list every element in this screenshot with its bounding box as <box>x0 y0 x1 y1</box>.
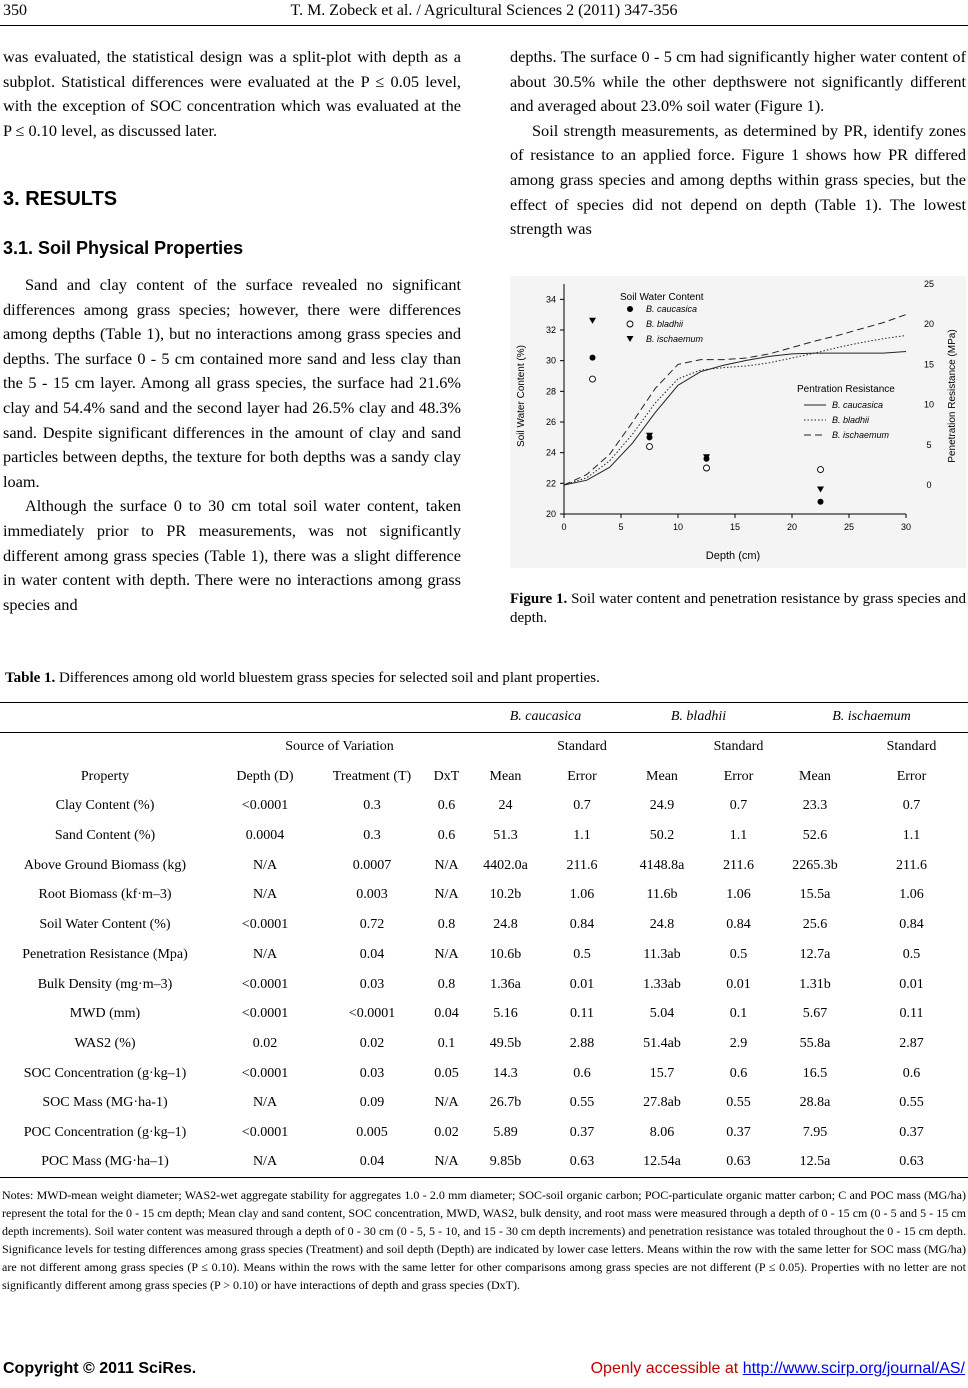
column-header: Error <box>723 768 754 784</box>
table-cell: 0.84 <box>899 917 924 933</box>
swc-point <box>818 467 824 473</box>
legend-label: B. ischaemum <box>832 430 890 440</box>
table-row <box>0 910 968 940</box>
x-axis-label: Depth (cm) <box>705 550 761 562</box>
table-cell: 0.02 <box>434 1124 459 1140</box>
y-tick-label: 24 <box>545 447 556 458</box>
table-cell: 9.85b <box>489 1154 522 1170</box>
figure-caption-label: Figure 1. <box>510 591 568 607</box>
table-cell: 24.9 <box>649 798 675 814</box>
table-species-row <box>0 703 968 733</box>
table-cell: 1.06 <box>569 887 595 903</box>
table-cell: 0.02 <box>252 1035 278 1051</box>
table-cell: 25.6 <box>802 917 828 933</box>
table-cell: 0.55 <box>899 1095 924 1111</box>
table-cell: 0.63 <box>569 1154 595 1170</box>
table-cell: 0.72 <box>359 917 385 933</box>
table-row <box>0 792 968 822</box>
left-column-body <box>3 273 461 617</box>
table-cell: 0.005 <box>356 1124 388 1140</box>
table-cell: N/A <box>252 1154 278 1170</box>
table-cell <box>0 732 210 762</box>
table-cell: 52.6 <box>802 828 828 844</box>
table-caption <box>5 670 600 687</box>
section-heading: 3. RESULTS <box>3 188 118 210</box>
table-cell: 8.06 <box>649 1124 675 1140</box>
table-cell: 0.7 <box>573 798 591 814</box>
table-cell: 51.4ab <box>643 1035 681 1051</box>
swc-point <box>590 376 596 382</box>
body-paragraph: Sand and clay content of the surface revealed no significant differences among grass species; however, there were differences among depths (Table 1), but no interactions among grass species and depths. The surface 0 - 5 cm contained more sand and less clay than the 5 - 15 cm layer. Among all grass species, the surface had 21.6% clay and 54.4% sand and the second layer had 26.5% clay and 48.3% sand. Despite significant differences in the amount of clay and sand particles between depths, the texture for both depths was a sandy clay loam. <box>3 275 461 491</box>
table-cell: 5.16 <box>493 1006 518 1022</box>
table-cell: 11.6b <box>646 887 678 903</box>
standard-header: Standard <box>557 739 607 755</box>
table-cell: SOC Mass (MG·ha-1) <box>42 1095 168 1111</box>
table-cell: 0.7 <box>729 798 748 814</box>
table-cell: N/A <box>434 1095 459 1111</box>
y2-tick-label: 0 <box>926 480 932 490</box>
table-cell: WAS2 (%) <box>74 1035 136 1051</box>
column-header: Property <box>80 768 130 784</box>
table-cell: POC Mass (MG·ha–1) <box>41 1154 169 1170</box>
x-tick-label: 25 <box>843 522 855 532</box>
x-tick-label: 0 <box>561 522 567 532</box>
table-row <box>0 1148 968 1178</box>
table-cell <box>622 732 702 762</box>
legend-label: B. bladhii <box>646 319 684 329</box>
species-header: B. bladhii <box>670 709 727 725</box>
table-cell: 1.31b <box>799 976 831 992</box>
data-table <box>0 702 968 1178</box>
intro-paragraph: was evaluated, the statistical design was a split-plot with depth as a subplot. Statistical differences were evaluated at the P ≤ 0.05 level, with the exception of SOC concentration which was evaluated at the P ≤ 0.10 level, as discussed later. <box>3 47 461 140</box>
table-cell: 2.88 <box>569 1035 595 1051</box>
table-cell: 11.3ab <box>643 946 681 962</box>
table-cell: 0.1 <box>437 1035 456 1051</box>
figure-1-chart <box>510 276 966 568</box>
table-subheader-row <box>0 732 968 762</box>
table-cell: 7.95 <box>802 1124 828 1140</box>
y2-tick-label: 25 <box>923 279 935 289</box>
table-row <box>0 940 968 970</box>
x-tick-label: 30 <box>900 522 912 532</box>
table-cell: 1.36a <box>490 976 521 992</box>
column-header: Mean <box>489 768 522 784</box>
swc-point <box>627 306 633 312</box>
y2-tick-label: 15 <box>923 359 935 370</box>
table-cell: MWD (mm) <box>69 1006 141 1022</box>
table-cell: 50.2 <box>649 828 675 844</box>
table-row <box>0 1059 968 1089</box>
table-cell: 14.3 <box>493 1065 518 1081</box>
table-cell: 0.6 <box>729 1065 748 1081</box>
legend-label: B. caucasica <box>832 400 884 410</box>
column-header: Error <box>567 768 597 784</box>
table-cell: 5.67 <box>802 1006 828 1022</box>
table-cell: N/A <box>434 1154 459 1170</box>
table-cell: 0.03 <box>359 1065 385 1081</box>
table-cell: N/A <box>434 887 459 903</box>
table-row <box>0 1118 968 1148</box>
table-cell: Penetration Resistance (Mpa) <box>22 946 188 962</box>
table-cell: 0.6 <box>437 798 456 814</box>
x-tick-label: 5 <box>618 522 624 532</box>
y-tick-label: 28 <box>545 386 556 397</box>
table-cell: 16.5 <box>802 1065 828 1081</box>
table-cell: 1.1 <box>902 828 921 844</box>
header-rule <box>0 25 968 26</box>
y2-tick-label: 10 <box>923 399 935 410</box>
table-cell: 0.55 <box>569 1095 595 1111</box>
legend-label: B. ischaemum <box>646 334 704 344</box>
standard-header: Standard <box>886 739 937 755</box>
table-cell: N/A <box>252 857 278 873</box>
table-cell: 15.7 <box>649 1065 675 1081</box>
copyright: Copyright © 2011 SciRes. <box>3 1360 197 1377</box>
table-cell: 0.37 <box>726 1124 751 1140</box>
table-cell: 0.6 <box>437 828 456 844</box>
table-cell: 0.3 <box>363 798 381 814</box>
table-cell: N/A <box>252 887 278 903</box>
table-cell: 49.5b <box>489 1035 522 1051</box>
column-header: Depth (D) <box>236 768 294 784</box>
table-cell: 1.06 <box>726 887 751 903</box>
x-tick-label: 15 <box>729 522 741 532</box>
standard-header: Standard <box>713 739 764 755</box>
table-notes: Notes: MWD-mean weight diameter; WAS2-wet aggregate stability for aggregates 1.0 - 2.0 mm diameter; SOC-soil organic carbon; POC-particulate organic matter carbon; C and POC mass (MG/ha) represent the total for the 0 - 15 cm depth; Mean clay and sand content, SOC concentration, MWD, WAS2, bulk density, and root mass were measured through a depth of 0 - 15 cm (0 - 5 and 5 - 15 cm depth increments). Soil water content was measured through a depth of 0 - 30 cm (0 - 5, 5 - 10, and 15 - 30 cm depth increments) and penetration resistance was totaled throughout the 0 - 15 cm depth. Significance levels for testing differences among grass species (Treatment) and soil depth (Depth) are indicated by lower case letters. Means within the row with the same letter for SOC mass (MG/ha) are not different among grass species (P ≤ 0.10). Means within the rows with the same letter for other comparisons among grass species are not different (P ≤ 0.05). Properties with no letter are not significantly different among grass species (P > 0.10) or have interactions of depth and grass species (DxT). <box>2 1188 966 1292</box>
table-cell: 0.1 <box>729 1006 748 1022</box>
table-cell: N/A <box>434 857 459 873</box>
column-header: Mean <box>799 768 831 784</box>
swc-point <box>627 321 633 327</box>
x-tick-label: 10 <box>672 522 684 532</box>
column-header: DxT <box>433 768 460 784</box>
table-cell <box>775 732 855 762</box>
table-cell: 0.63 <box>726 1154 751 1170</box>
body-paragraph: depths. The surface 0 - 5 cm had significantly higher water content of about 30.5% while the other depthswere not significantly different and averaged about 23.0% soil water (Figure 1). <box>510 47 966 116</box>
table-column-header-row <box>0 762 968 792</box>
table-cell: 0.11 <box>570 1006 594 1022</box>
table-cell: 0.05 <box>434 1065 459 1081</box>
swc-point <box>704 465 710 471</box>
table-cell: 0.63 <box>899 1154 924 1170</box>
legend-label: B. caucasica <box>646 304 698 314</box>
table-cell: <0.0001 <box>241 976 289 992</box>
y2-tick-label: 5 <box>926 439 932 450</box>
figure-caption <box>510 590 966 628</box>
table-row <box>0 999 968 1029</box>
body-paragraph: Soil strength measurements, as determined by PR, identify zones of resistance to an applied force. Figure 1 shows how PR differed among grass species and among depths within grass species, but the effect of species did not depend on depth (Table 1). The lowest strength was <box>510 120 966 239</box>
y2-axis-label: Penetration Resistance (MPa) <box>947 329 958 463</box>
table-cell: 0.6 <box>573 1065 591 1081</box>
y-axis-label: Soil Water Content (%) <box>516 345 527 447</box>
table-cell: 26.7b <box>489 1095 522 1111</box>
running-title: T. M. Zobeck et al. / Agricultural Sciences 2 (2011) 347-356 <box>290 2 678 19</box>
table-cell: Root Biomass (kf·m–3) <box>38 887 172 903</box>
y-tick-label: 22 <box>545 478 556 489</box>
table-cell: 0.37 <box>899 1124 924 1140</box>
table-cell: 0.7 <box>902 798 921 814</box>
table-cell: <0.0001 <box>241 917 289 933</box>
table-cell: 0.5 <box>902 946 921 962</box>
table-cell: 12.54a <box>643 1154 681 1170</box>
swc-point <box>818 499 824 505</box>
table-cell: 12.7a <box>799 946 831 962</box>
table-cell: 27.8ab <box>643 1095 681 1111</box>
table-cell: 5.04 <box>649 1006 675 1022</box>
y-tick-label: 30 <box>545 355 556 366</box>
open-access-note <box>591 1360 965 1378</box>
table-cell: 0.37 <box>569 1124 595 1140</box>
table-cell: 24.8 <box>493 917 518 933</box>
table-cell: 0.5 <box>573 946 591 962</box>
open-access-text: Openly accessible at <box>590 1360 743 1377</box>
figure-caption-text: Soil water content and penetration resistance by grass species and depth. <box>510 591 967 626</box>
y2-tick-label: 20 <box>923 319 935 330</box>
legend-title: Pentration Resistance <box>797 384 895 395</box>
table-cell: 0.8 <box>437 976 456 992</box>
table-cell: 0.09 <box>359 1095 385 1111</box>
table-cell: Sand Content (%) <box>54 828 156 844</box>
table-cell: 0.03 <box>359 976 385 992</box>
table-cell: 0.01 <box>899 976 924 992</box>
table-cell: <0.0001 <box>241 1124 289 1140</box>
table-cell: N/A <box>252 1095 278 1111</box>
table-cell: 51.3 <box>493 828 518 844</box>
table-cell: 0.5 <box>729 946 748 962</box>
table-cell: 0.04 <box>359 1154 385 1170</box>
page-header <box>0 2 968 26</box>
table-cell: SOC Concentration (g·kg–1) <box>23 1065 187 1081</box>
table-cell <box>469 732 542 762</box>
table-cell: <0.0001 <box>348 1006 396 1022</box>
table-cell: POC Concentration (g·kg–1) <box>23 1124 187 1140</box>
table-cell: 23.3 <box>802 798 828 814</box>
table-cell: 4148.8a <box>639 857 685 873</box>
table-cell: 0.0004 <box>245 828 285 844</box>
table-cell: 0.02 <box>359 1035 385 1051</box>
table-cell: 15.5a <box>799 887 831 903</box>
table-cell: 0.01 <box>569 976 595 992</box>
species-header: B. ischaemum <box>832 709 911 725</box>
table-cell: 2265.3b <box>792 857 838 873</box>
table-cell: 0.55 <box>726 1095 751 1111</box>
column-header: Treatment (T) <box>332 768 412 784</box>
table-cell: N/A <box>252 946 278 962</box>
table-row <box>0 881 968 911</box>
table-cell: 0.01 <box>726 976 751 992</box>
y-tick-label: 32 <box>545 325 556 335</box>
legend-label: B. bladhii <box>832 415 870 425</box>
table-cell: 0.04 <box>434 1006 459 1022</box>
right-column-body <box>510 45 966 242</box>
table-row <box>0 1088 968 1118</box>
table-row <box>0 970 968 1000</box>
table-caption-label: Table 1. <box>5 670 56 686</box>
table-cell: 1.33ab <box>643 976 681 992</box>
column-header: Mean <box>646 768 678 784</box>
table-cell: <0.0001 <box>241 798 289 814</box>
table-row <box>0 821 968 851</box>
table-cell: 1.1 <box>573 828 591 844</box>
table-cell: N/A <box>434 946 459 962</box>
table-cell: Above Ground Biomass (kg) <box>23 857 187 873</box>
table-cell: 0.0007 <box>352 857 392 873</box>
table-cell: 4402.0a <box>483 857 528 873</box>
table-cell: 2.9 <box>729 1035 748 1051</box>
table-cell: 0.003 <box>356 887 388 903</box>
table-cell: 211.6 <box>896 857 927 873</box>
table-cell: 0.84 <box>569 917 595 933</box>
left-column-intro <box>3 45 461 143</box>
table-cell: 55.8a <box>799 1035 831 1051</box>
table-row <box>0 851 968 881</box>
table-cell <box>0 703 469 733</box>
species-header: B. caucasica <box>509 709 582 725</box>
table-cell: 211.6 <box>723 857 754 873</box>
x-tick-label: 20 <box>786 522 798 532</box>
y-tick-label: 20 <box>545 509 556 519</box>
legend-title: Soil Water Content <box>620 292 704 303</box>
y-tick-label: 26 <box>545 417 556 427</box>
table-row <box>0 1029 968 1059</box>
table-cell: <0.0001 <box>241 1006 289 1022</box>
journal-link[interactable]: http://www.scirp.org/journal/AS/ <box>742 1360 965 1377</box>
table-cell: 0.6 <box>902 1065 921 1081</box>
table-cell: 0.3 <box>363 828 381 844</box>
table-cell: <0.0001 <box>241 1065 289 1081</box>
y-tick-label: 34 <box>545 294 556 305</box>
table-cell: 0.84 <box>726 917 751 933</box>
table-cell: 1.1 <box>729 828 748 844</box>
table-cell: 12.5a <box>799 1154 831 1170</box>
table-cell: 24 <box>498 798 513 814</box>
column-header: Error <box>896 768 927 784</box>
page-number: 350 <box>3 2 27 19</box>
body-paragraph: Although the surface 0 to 30 cm total soil water content, taken immediately prior to PR measurements, was not significantly different among grass species (Table 1), there was a slight difference in water content with depth. There were no interactions among grass species and <box>3 496 461 614</box>
table-cell: 28.8a <box>799 1095 831 1111</box>
subsection-heading: 3.1. Soil Physical Properties <box>3 238 244 258</box>
table-cell: 211.6 <box>566 857 598 873</box>
table-cell: 0.8 <box>437 917 456 933</box>
table-cell: Clay Content (%) <box>55 798 155 814</box>
swc-point <box>590 355 596 361</box>
table-cell: 0.11 <box>899 1006 924 1022</box>
table-cell: 0.04 <box>359 946 385 962</box>
table-cell: Soil Water Content (%) <box>39 917 171 933</box>
table-cell: Bulk Density (mg·m–3) <box>37 976 173 992</box>
table-cell: 2.87 <box>899 1035 924 1051</box>
table-cell: 5.89 <box>493 1124 518 1140</box>
table-cell: 10.6b <box>489 946 522 962</box>
table-cell: 10.2b <box>489 887 522 903</box>
table-cell: 24.8 <box>649 917 675 933</box>
table-caption-text: Differences among old world bluestem grass species for selected soil and plant properties. <box>59 670 600 686</box>
table-cell: 1.06 <box>899 887 924 903</box>
source-of-variation-header: Source of Variation <box>285 739 394 755</box>
swc-point <box>647 444 653 450</box>
